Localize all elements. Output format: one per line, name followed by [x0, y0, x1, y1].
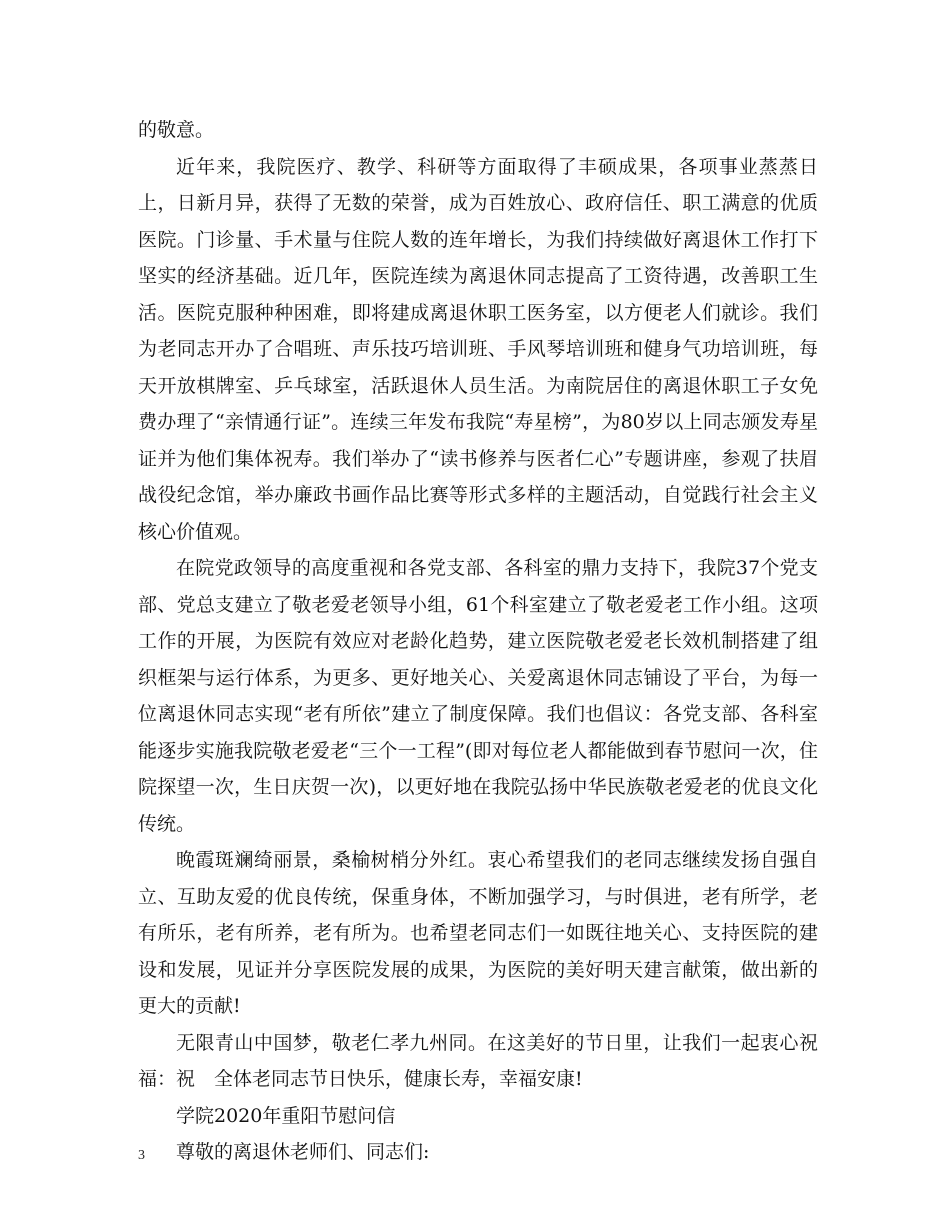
paragraph-wishes: 晚霞斑斓绮丽景，桑榆树梢分外红。衷心希望我们的老同志继续发扬自强自立、互助友爱的优良传统，保重身体，不断加强学习，与时俱进，老有所学，老有所乐，老有所养，老有所为。也希望老同志们一如既往地关心、支持医院的建设和发展，见证并分享医院发展的成果，为医院的美好明天建言献策，做出新的更大的贡献! [138, 849, 818, 1017]
paragraph-blessing: 无限青山中国梦，敬老仁孝九州同。在这美好的节日里，让我们一起衷心祝福：祝 全体老同志节日快乐，健康长寿，幸福安康! [138, 1031, 818, 1090]
paragraph-continuation: 的敬意。 [138, 119, 215, 141]
paragraph-achievements: 近年来，我院医疗、教学、科研等方面取得了丰硕成果，各项事业蒸蒸日上，日新月异，获得了无数的荣誉，成为百姓放心、政府信任、职工满意的优质医院。门诊量、手术量与住院人数的连年增长，为我们持续做好离退休工作打下坚实的经济基础。近几年，医院连续为离退休同志提高了工资待遇，改善职工生活。医院克服种种困难，即将建成离退休职工医务室，以方便老人们就诊。我们为老同志开办了合唱班、声乐技巧培训班、手风琴培训班和健身气功培训班，每天开放棋牌室、乒乓球室，活跃退休人员生活。为南院居住的离退休职工子女免费办理了“亲情通行证”。连续三年发布我院“寿星榜”，为80岁以上同志颁发寿星证并为他们集体祝寿。我们举办了“读书修养与医者仁心”专题讲座，参观了扶眉战役纪念馆，举办廉政书画作品比赛等形式多样的主题活动，自觉践行社会主义核心价值观。 [138, 155, 818, 543]
page-number: 3 [138, 1148, 145, 1163]
letter-title: 学院2020年重阳节慰问信 [176, 1104, 396, 1127]
letter-salutation: 尊敬的离退休老师们、同志们: [176, 1141, 430, 1163]
paragraph-party-support: 在院党政领导的高度重视和各党支部、各科室的鼎力支持下，我院37个党支部、党总支建立了敬老爱老领导小组，61个科室建立了敬老爱老工作小组。这项工作的开展，为医院有效应对老龄化趋势，建立医院敬老爱老长效机制搭建了组织框架与运行体系，为更多、更好地关心、关爱离退休同志铺设了平台，为每一位离退休同志实现“老有所依”建立了制度保障。我们也倡议：各党支部、各科室能逐步实施我院敬老爱老“三个一工程”(即对每位老人都能做到春节慰问一次，住院探望一次，生日庆贺一次)，以更好地在我院弘扬中华民族敬老爱老的优良文化传统。 [138, 557, 818, 835]
document-body [138, 112, 818, 1171]
